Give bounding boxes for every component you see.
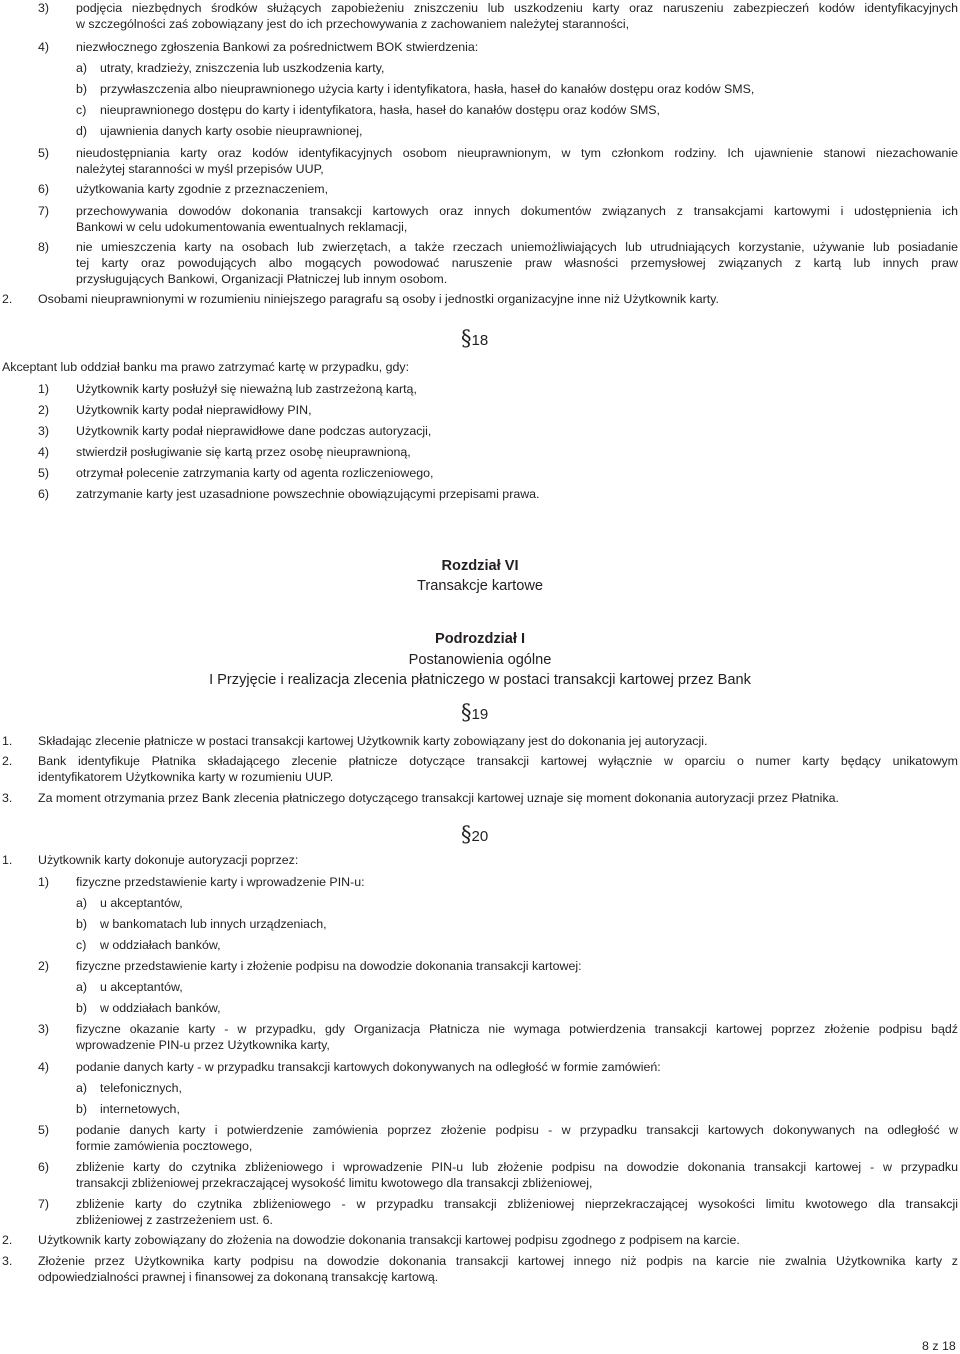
section-intro: Akceptant lub oddział banku ma prawo zatrzymać kartę w przypadku, gdy: bbox=[2, 360, 410, 374]
paragraph-number: 2. bbox=[2, 754, 13, 768]
list-item-text-line: podjęcia niezbędnych środków służących zapobieżeniu zniszczeniu lub uszkodzeniu karty oraz naruszeniu zabezpieczeń kodów identyfikacyjnych bbox=[76, 1, 958, 15]
list-item-text: Użytkownik karty podał nieprawidłowe dane podczas autoryzacji, bbox=[76, 424, 432, 438]
sub-item-letter: c) bbox=[76, 103, 87, 117]
list-number: 3) bbox=[38, 1, 50, 15]
list-item-text: niezwłocznego zgłoszenia Bankowi za pośrednictwem BOK stwierdzenia: bbox=[76, 40, 479, 54]
paragraph-text: Użytkownik karty dokonuje autoryzacji poprzez: bbox=[38, 853, 299, 867]
list-item-text: podanie danych karty - w przypadku transakcji kartowych dokonywanych na odległość w formie zamówień: bbox=[76, 1060, 661, 1074]
list-number: 8) bbox=[38, 240, 50, 254]
list-item-text-line: Bankowi w celu udokumentowania ewentualnych reklamacji, bbox=[76, 220, 408, 234]
section-heading-19 bbox=[461, 700, 488, 724]
section-heading-18 bbox=[461, 326, 488, 350]
list-number: 7) bbox=[38, 1197, 50, 1211]
paragraph-number: 3. bbox=[2, 1254, 13, 1268]
list-item-text-line: formie zamówienia pocztowego, bbox=[76, 1139, 253, 1153]
list-item-text-line: zbliżeniowej z zastrzeżeniem ust. 6. bbox=[76, 1213, 273, 1227]
list-number: 6) bbox=[38, 1160, 50, 1174]
list-item-text-line: transakcji zbliżeniowej przekraczającej wysokość limitu kwotowego dla transakcji zbliżeniowej, bbox=[76, 1176, 593, 1190]
sub-item-letter: b) bbox=[76, 1001, 88, 1015]
section-number: 18 bbox=[471, 332, 489, 349]
list-item-text: stwierdził posługiwanie się kartą przez osobę nieuprawnioną, bbox=[76, 445, 411, 459]
paragraph-text: Składając zlecenie płatnicze w postaci transakcji kartowej Użytkownik karty zobowiązany jest do dokonania jej autoryzacji. bbox=[38, 734, 708, 748]
list-number: 7) bbox=[38, 204, 50, 218]
list-item-text: fizyczne przedstawienie karty i wprowadzenie PIN-u: bbox=[76, 875, 365, 889]
list-item-text-line: przechowywania dowodów dokonania transakcji kartowych oraz innych dokumentów związanych z transakcjami kartowymi i udostępnienia ich bbox=[76, 204, 958, 218]
paragraph-text-line: Złożenie przez Użytkownika karty podpisu na dowodzie dokonania transakcji kartowej innego niż podpis na karcie nie zwalnia Użytkownika karty z bbox=[38, 1254, 958, 1268]
list-number: 2) bbox=[38, 403, 50, 417]
paragraph-text-line: Bank identyfikuje Płatnika składającego zlecenie płatnicze dotyczące transakcji kartowej wyłącznie w oparciu o numer karty będący unikatowym bbox=[38, 754, 958, 768]
section-heading-20 bbox=[461, 822, 488, 846]
list-item-text-line: zbliżenie karty do czytnika zbliżeniowego i wprowadzenie PIN-u lub złożenie podpisu na dowodzie dokonania transakcji kartowej - w przypadku bbox=[76, 1160, 958, 1174]
sub-item-letter: b) bbox=[76, 82, 88, 96]
paragraph-number: 2. bbox=[2, 292, 13, 306]
list-item-text-line: podanie danych karty i potwierdzenie zamówienia poprzez złożenie podpisu - w przypadku transakcji kartowych dokonywanych na odległość w bbox=[76, 1123, 958, 1137]
list-number: 1) bbox=[38, 382, 50, 396]
list-item-text-line: nie umieszczenia karty na osobach lub zwierzętach, a także rzeczach uniemożliwiających lub utrudniających korzystanie, używanie lub posiadanie bbox=[76, 240, 958, 254]
list-item-text: otrzymał polecenie zatrzymania karty od agenta rozliczeniowego, bbox=[76, 466, 434, 480]
list-number: 2) bbox=[38, 959, 50, 973]
sub-item-text: telefonicznych, bbox=[100, 1081, 182, 1095]
chapter-subtitle: Transakcje kartowe bbox=[417, 578, 543, 594]
sub-item-text: u akceptantów, bbox=[100, 980, 183, 994]
list-number: 1) bbox=[38, 875, 50, 889]
list-number: 6) bbox=[38, 487, 50, 501]
list-number: 5) bbox=[38, 146, 50, 160]
list-item-text-line: wprowadzenie PIN-u przez Użytkownika karty, bbox=[76, 1038, 330, 1052]
list-item-text: zatrzymanie karty jest uzasadnione powszechnie obowiązującymi przepisami prawa. bbox=[76, 487, 540, 501]
subchapter-heading: I Przyjęcie i realizacja zlecenia płatniczego w postaci transakcji kartowej przez Bank bbox=[209, 672, 751, 688]
paragraph-text: Użytkownik karty zobowiązany do złożenia na dowodzie dokonania transakcji kartowej podpisu zgodnego z podpisem na karcie. bbox=[38, 1233, 740, 1247]
list-item-text-line: fizyczne okazanie karty - w przypadku, gdy Organizacja Płatnicza nie wymaga potwierdzenia transakcji kartowej poprzez złożenie podpisu bądź bbox=[76, 1022, 958, 1036]
sub-item-text: nieuprawnionego dostępu do karty i identyfikatora, hasła, haseł do kanałów dostępu oraz kodów SMS, bbox=[100, 103, 660, 117]
list-item-text-line: zbliżenie karty do czytnika zbliżeniowego - w przypadku transakcji zbliżeniowej nieprzekraczającej wysokości limitu kwotowego dla transakcji bbox=[76, 1197, 958, 1211]
sub-item-text: u akceptantów, bbox=[100, 896, 183, 910]
list-item-text-line: należytej staranności w myśl przepisów UUP, bbox=[76, 162, 324, 176]
sub-item-text: w bankomatach lub innych urządzeniach, bbox=[100, 917, 327, 931]
sub-item-letter: a) bbox=[76, 61, 88, 75]
sub-item-text: ujawnienia danych karty osobie nieuprawnionej, bbox=[100, 124, 363, 138]
list-number: 6) bbox=[38, 182, 50, 196]
sub-item-text: utraty, kradzieży, zniszczenia lub uszkodzenia karty, bbox=[100, 61, 385, 75]
list-item-text-line: tej karty oraz powodujących albo mogących powodować naruszenie praw własności przemysłowej związanych z kartą lub innych praw bbox=[76, 256, 958, 270]
list-item-text: fizyczne przedstawienie karty i złożenie podpisu na dowodzie dokonania transakcji kartowej: bbox=[76, 959, 582, 973]
sub-item-letter: a) bbox=[76, 896, 88, 910]
paragraph-text-line: identyfikatorem Użytkownika karty w rozumieniu UUP. bbox=[38, 770, 334, 784]
list-number: 5) bbox=[38, 466, 50, 480]
list-number: 4) bbox=[38, 1060, 50, 1074]
sub-item-letter: d) bbox=[76, 124, 88, 138]
list-number: 4) bbox=[38, 40, 50, 54]
sub-item-letter: c) bbox=[76, 938, 87, 952]
paragraph-number: 3. bbox=[2, 791, 13, 805]
sub-item-text: w oddziałach banków, bbox=[100, 1001, 221, 1015]
paragraph-number: 2. bbox=[2, 1233, 13, 1247]
subchapter-subtitle: Postanowienia ogólne bbox=[408, 652, 552, 668]
sub-item-letter: b) bbox=[76, 917, 88, 931]
list-number: 3) bbox=[38, 424, 50, 438]
subchapter-title: Podrozdział I bbox=[435, 631, 525, 647]
chapter-title: Rozdział VI bbox=[441, 558, 519, 574]
list-item-text-line: w szczególności zaś zobowiązany jest do ich przechowywania z zachowaniem należytej staranności, bbox=[76, 17, 630, 31]
section-sign: § bbox=[461, 700, 472, 724]
sub-item-letter: a) bbox=[76, 1081, 88, 1095]
page-number: 8 z 18 bbox=[922, 1339, 956, 1353]
paragraph-text-line: odpowiedzialności prawnej i finansowej za dokonaną transakcję kartową. bbox=[38, 1270, 439, 1284]
paragraph-number: 1. bbox=[2, 734, 13, 748]
sub-item-text: internetowych, bbox=[100, 1102, 180, 1116]
section-number: 20 bbox=[471, 828, 489, 845]
section-sign: § bbox=[461, 822, 472, 846]
paragraph-text: Osobami nieuprawnionymi w rozumieniu niniejszego paragrafu są osoby i jednostki organizacyjne inne niż Użytkownik karty. bbox=[38, 292, 719, 306]
list-number: 4) bbox=[38, 445, 50, 459]
sub-item-letter: a) bbox=[76, 980, 88, 994]
paragraph-number: 1. bbox=[2, 853, 13, 867]
list-number: 5) bbox=[38, 1123, 50, 1137]
list-item-text: użytkowania karty zgodnie z przeznaczeniem, bbox=[76, 182, 329, 196]
list-item-text-line: nieudostępniania karty oraz kodów identyfikacyjnych osobom nieuprawnionym, w tym członkom rodziny. Ich ujawnienie stanowi niezachowanie bbox=[76, 146, 958, 160]
section-number: 19 bbox=[471, 706, 489, 723]
list-number: 3) bbox=[38, 1022, 50, 1036]
paragraph-text: Za moment otrzymania przez Bank zlecenia płatniczego dotyczącego transakcji kartowej uznaje się moment dokonania autoryzacji przez Płatnika. bbox=[38, 791, 839, 805]
sub-item-text: w oddziałach banków, bbox=[100, 938, 221, 952]
section-sign: § bbox=[461, 326, 472, 350]
sub-item-text: przywłaszczenia albo nieuprawnionego użycia karty i identyfikatora, hasła, haseł do kanałów dostępu oraz kodów SMS, bbox=[100, 82, 755, 96]
list-item-text: Użytkownik karty posłużył się nieważną lub zastrzeżoną kartą, bbox=[76, 382, 417, 396]
list-item-text-line: przysługujących Bankowi, Organizacji Płatniczej lub innym osobom. bbox=[76, 272, 448, 286]
list-item-text: Użytkownik karty podał nieprawidłowy PIN, bbox=[76, 403, 312, 417]
sub-item-letter: b) bbox=[76, 1102, 88, 1116]
